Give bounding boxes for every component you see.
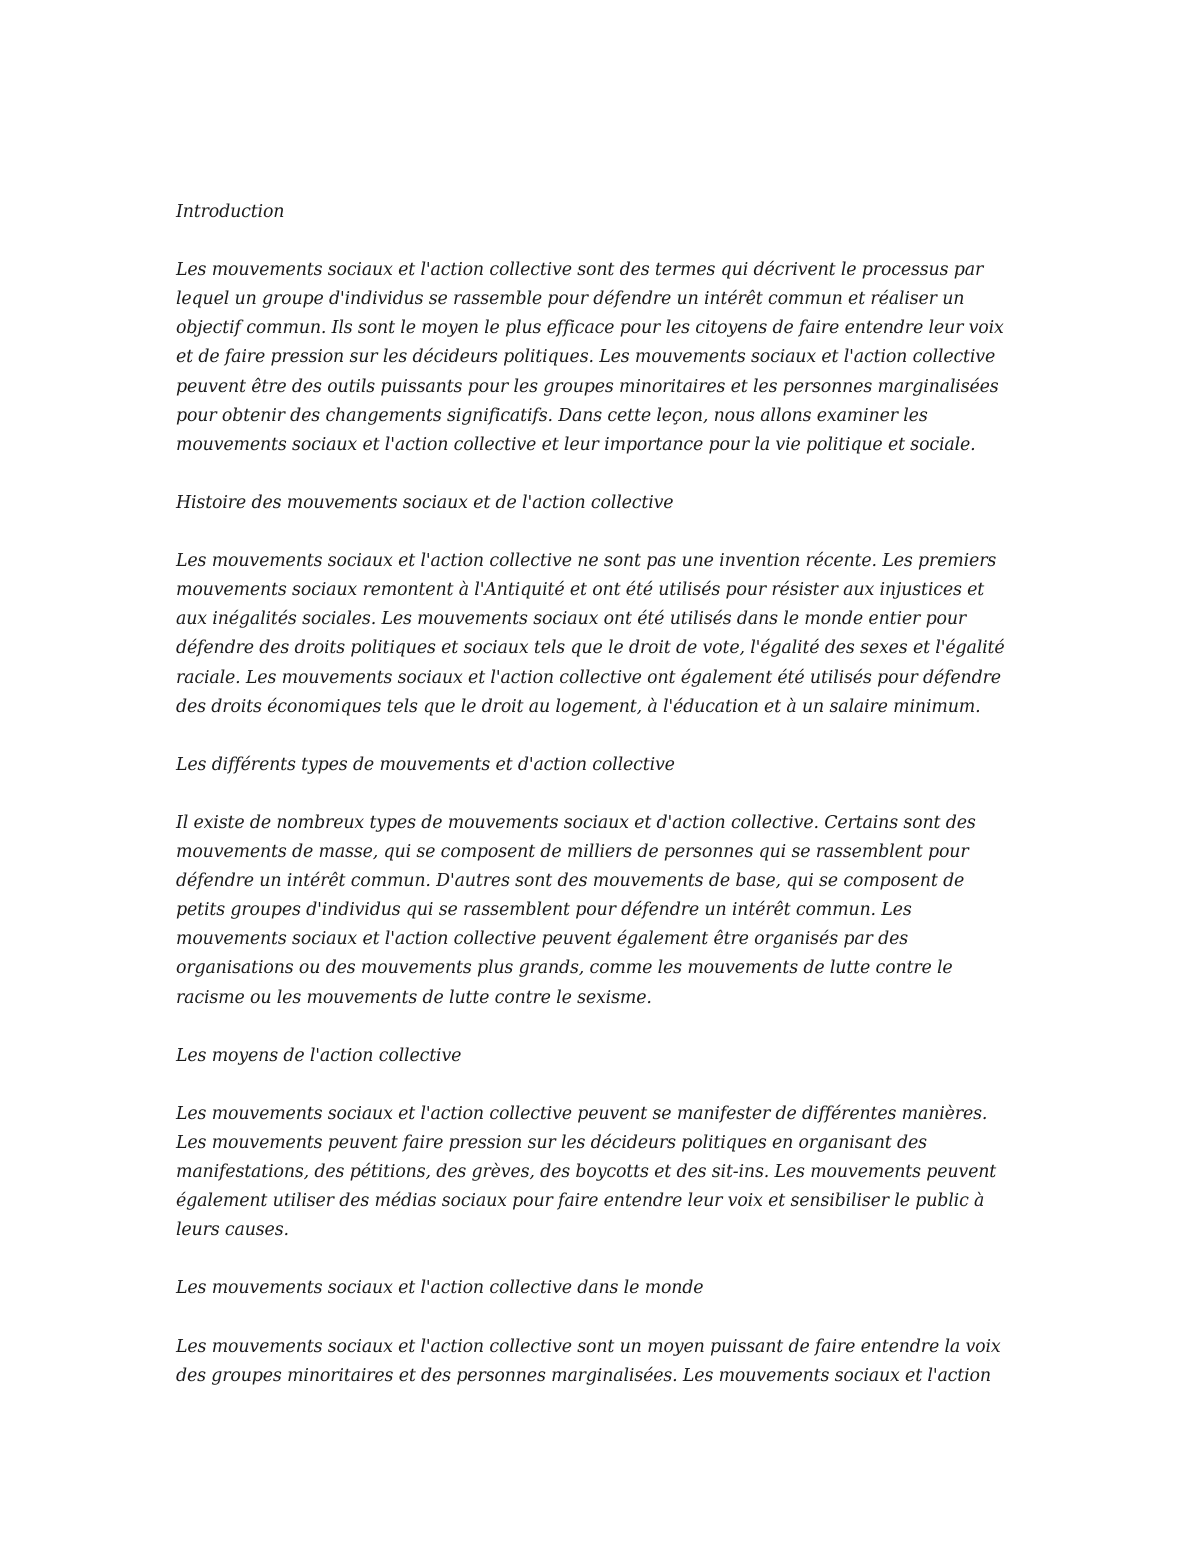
paragraph-line: mouvements de masse, qui se composent de milliers de personnes qui se rassemblent pour <box>176 842 969 863</box>
paragraph-line: et de faire pression sur les décideurs politiques. Les mouvements sociaux et l'action collective <box>176 347 996 368</box>
paragraph-line: Les mouvements sociaux et l'action collective peuvent se manifester de différentes manières. <box>176 1103 988 1124</box>
paragraph-line: raciale. Les mouvements sociaux et l'action collective ont également été utilisés pour défendre <box>176 667 1001 688</box>
paragraph-line: Les mouvements sociaux et l'action collective sont un moyen puissant de faire entendre la voix <box>176 1336 1001 1357</box>
paragraph-line: des droits économiques tels que le droit au logement, à l'éducation et à un salaire minimum. <box>176 696 981 717</box>
paragraph-line: petits groupes d'individus qui se rassemblent pour défendre un intérêt commun. Les <box>176 900 912 921</box>
section-heading: Introduction <box>176 202 285 222</box>
spacer <box>176 518 1036 547</box>
spacer <box>176 227 1036 256</box>
paragraph-line: racisme ou les mouvements de lutte contre le sexisme. <box>176 987 652 1008</box>
paragraph-line: organisations ou des mouvements plus grands, comme les mouvements de lutte contre le <box>176 958 953 979</box>
paragraph-line: aux inégalités sociales. Les mouvements sociaux ont été utilisés dans le monde entier pour <box>176 609 967 630</box>
paragraph-line: défendre un intérêt commun. D'autres sont des mouvements de base, qui se composent de <box>176 871 965 892</box>
paragraph-line: objectif commun. Ils sont le moyen le plus efficace pour les citoyens de faire entendre leur voix <box>176 318 1004 339</box>
spacer <box>176 1013 1036 1042</box>
spacer <box>176 722 1036 751</box>
spacer <box>176 780 1036 809</box>
section-heading: Les mouvements sociaux et l'action collective dans le monde <box>176 1278 704 1299</box>
section-heading: Les moyens de l'action collective <box>176 1045 462 1066</box>
spacer <box>176 1304 1036 1333</box>
paragraph-line: défendre des droits politiques et sociaux tels que le droit de vote, l'égalité des sexes et l'égalité <box>176 638 1005 659</box>
paragraph-line: Il existe de nombreux types de mouvements sociaux et d'action collective. Certains sont des <box>176 812 976 833</box>
paragraph-line: lequel un groupe d'individus se rassemble pour défendre un intérêt commun et réaliser un <box>176 289 965 310</box>
paragraph-line: mouvements sociaux et l'action collective et leur importance pour la vie politique et sociale. <box>176 434 976 455</box>
paragraph-line: pour obtenir des changements significatifs. Dans cette leçon, nous allons examiner les <box>176 405 928 426</box>
paragraph-line: peuvent être des outils puissants pour les groupes minoritaires et les personnes marginalisées <box>176 376 999 397</box>
section-heading: Histoire des mouvements sociaux et de l'action collective <box>176 492 674 513</box>
paragraph-line: Les mouvements sociaux et l'action collective ne sont pas une invention récente. Les premiers <box>176 551 997 572</box>
paragraph-line: mouvements sociaux et l'action collective peuvent également être organisés par des <box>176 929 908 950</box>
paragraph-line: Les mouvements sociaux et l'action collective sont des termes qui décrivent le processus par <box>176 260 984 281</box>
section-heading: Les différents types de mouvements et d'action collective <box>176 754 675 775</box>
spacer <box>176 1071 1036 1100</box>
paragraph-line: leurs causes. <box>176 1220 289 1241</box>
paragraph-line: mouvements sociaux remontent à l'Antiquité et ont été utilisés pour résister aux injustices et <box>176 580 985 601</box>
paragraph-line: Les mouvements peuvent faire pression sur les décideurs politiques en organisant des <box>176 1133 927 1153</box>
paragraph-line: également utiliser des médias sociaux pour faire entendre leur voix et sensibiliser le public à <box>176 1191 985 1212</box>
document-body <box>176 198 1036 1391</box>
spacer <box>176 460 1036 489</box>
paragraph-line: manifestations, des pétitions, des grèves, des boycotts et des sit-ins. Les mouvements peuvent <box>176 1162 997 1183</box>
paragraph-line: des groupes minoritaires et des personnes marginalisées. Les mouvements sociaux et l'action <box>176 1365 991 1386</box>
spacer <box>176 1245 1036 1274</box>
